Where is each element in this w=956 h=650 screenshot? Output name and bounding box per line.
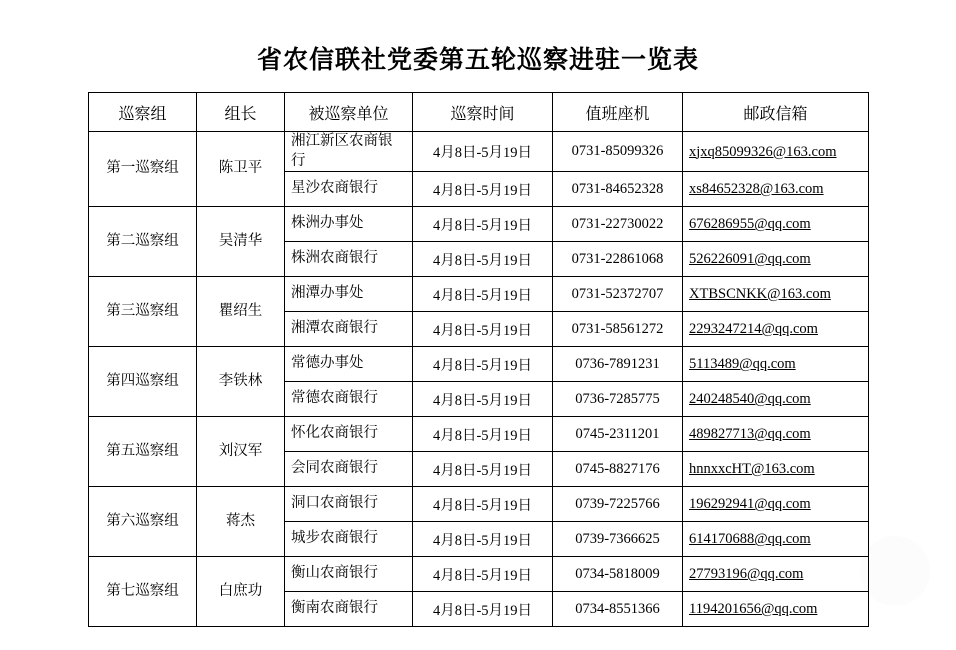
cell-inspection-time: 4月8日-5月19日 bbox=[413, 487, 553, 522]
cell-mailbox[interactable] bbox=[683, 382, 869, 417]
table-row bbox=[89, 132, 869, 172]
cell-inspection-time: 4月8日-5月19日 bbox=[413, 347, 553, 382]
cell-mailbox[interactable] bbox=[683, 487, 869, 522]
cell-leader: 刘汉军 bbox=[197, 417, 285, 487]
cell-inspection-time: 4月8日-5月19日 bbox=[413, 312, 553, 347]
cell-inspection-time: 4月8日-5月19日 bbox=[413, 417, 553, 452]
cell-leader: 蒋杰 bbox=[197, 487, 285, 557]
cell-mailbox[interactable] bbox=[683, 242, 869, 277]
cell-group: 第五巡察组 bbox=[89, 417, 197, 487]
cell-leader: 白庶功 bbox=[197, 557, 285, 627]
cell-duty-phone: 0739-7225766 bbox=[553, 487, 683, 522]
cell-inspection-time: 4月8日-5月19日 bbox=[413, 172, 553, 207]
cell-group: 第七巡察组 bbox=[89, 557, 197, 627]
table-row bbox=[89, 347, 869, 382]
cell-inspected-unit: 星沙农商银行 bbox=[285, 172, 413, 207]
inspection-table-container bbox=[0, 92, 956, 627]
cell-mailbox[interactable] bbox=[683, 277, 869, 312]
mailbox-link[interactable]: 27793196@qq.com bbox=[689, 566, 804, 583]
cell-inspected-unit: 会同农商银行 bbox=[285, 452, 413, 487]
column-header-mailbox: 邮政信箱 bbox=[683, 93, 869, 132]
column-header-time: 巡察时间 bbox=[413, 93, 553, 132]
cell-duty-phone: 0736-7891231 bbox=[553, 347, 683, 382]
cell-duty-phone: 0745-8827176 bbox=[553, 452, 683, 487]
inspection-table bbox=[88, 92, 869, 627]
cell-inspection-time: 4月8日-5月19日 bbox=[413, 592, 553, 627]
cell-duty-phone: 0731-84652328 bbox=[553, 172, 683, 207]
table-row bbox=[89, 557, 869, 592]
mailbox-link[interactable]: 2293247214@qq.com bbox=[689, 321, 818, 338]
cell-inspected-unit: 常德办事处 bbox=[285, 347, 413, 382]
cell-group: 第三巡察组 bbox=[89, 277, 197, 347]
table-body bbox=[89, 132, 869, 627]
table-header-row bbox=[89, 93, 869, 132]
cell-duty-phone: 0745-2311201 bbox=[553, 417, 683, 452]
cell-inspection-time: 4月8日-5月19日 bbox=[413, 382, 553, 417]
cell-mailbox[interactable] bbox=[683, 592, 869, 627]
page-title: 省农信联社党委第五轮巡察进驻一览表 bbox=[256, 47, 699, 74]
cell-inspected-unit: 城步农商银行 bbox=[285, 522, 413, 557]
mailbox-link[interactable]: 676286955@qq.com bbox=[689, 216, 811, 233]
mailbox-link[interactable]: 196292941@qq.com bbox=[689, 496, 811, 513]
cell-leader: 吴清华 bbox=[197, 207, 285, 277]
mailbox-link[interactable]: xs84652328@163.com bbox=[689, 181, 824, 198]
table-row bbox=[89, 487, 869, 522]
table-row bbox=[89, 417, 869, 452]
cell-inspection-time: 4月8日-5月19日 bbox=[413, 557, 553, 592]
mailbox-link[interactable]: xjxq85099326@163.com bbox=[689, 143, 837, 160]
cell-duty-phone: 0736-7285775 bbox=[553, 382, 683, 417]
cell-inspected-unit: 衡南农商银行 bbox=[285, 592, 413, 627]
cell-inspected-unit: 常德农商银行 bbox=[285, 382, 413, 417]
cell-mailbox[interactable] bbox=[683, 132, 869, 172]
cell-inspection-time: 4月8日-5月19日 bbox=[413, 242, 553, 277]
cell-mailbox[interactable] bbox=[683, 172, 869, 207]
column-header-group: 巡察组 bbox=[89, 93, 197, 132]
cell-leader: 陈卫平 bbox=[197, 132, 285, 207]
mailbox-link[interactable]: 5113489@qq.com bbox=[689, 356, 796, 373]
cell-duty-phone: 0731-22861068 bbox=[553, 242, 683, 277]
cell-group: 第二巡察组 bbox=[89, 207, 197, 277]
cell-inspected-unit: 株洲农商银行 bbox=[285, 242, 413, 277]
table-row bbox=[89, 277, 869, 312]
cell-inspected-unit: 衡山农商银行 bbox=[285, 557, 413, 592]
cell-inspection-time: 4月8日-5月19日 bbox=[413, 132, 553, 172]
cell-inspected-unit: 怀化农商银行 bbox=[285, 417, 413, 452]
cell-group: 第一巡察组 bbox=[89, 132, 197, 207]
cell-duty-phone: 0739-7366625 bbox=[553, 522, 683, 557]
mailbox-link[interactable]: 526226091@qq.com bbox=[689, 251, 811, 268]
table-row bbox=[89, 207, 869, 242]
cell-leader: 李铁林 bbox=[197, 347, 285, 417]
cell-inspected-unit: 湘潭农商银行 bbox=[285, 312, 413, 347]
mailbox-link[interactable]: 489827713@qq.com bbox=[689, 426, 811, 443]
mailbox-link[interactable]: XTBSCNKK@163.com bbox=[689, 286, 831, 303]
mailbox-link[interactable]: hnnxxcHT@163.com bbox=[689, 461, 815, 478]
cell-inspected-unit: 湘潭办事处 bbox=[285, 277, 413, 312]
cell-mailbox[interactable] bbox=[683, 312, 869, 347]
cell-inspected-unit: 株洲办事处 bbox=[285, 207, 413, 242]
cell-inspection-time: 4月8日-5月19日 bbox=[413, 207, 553, 242]
cell-inspection-time: 4月8日-5月19日 bbox=[413, 522, 553, 557]
cell-inspected-unit: 洞口农商银行 bbox=[285, 487, 413, 522]
cell-duty-phone: 0731-85099326 bbox=[553, 132, 683, 172]
cell-mailbox[interactable] bbox=[683, 347, 869, 382]
cell-group: 第六巡察组 bbox=[89, 487, 197, 557]
cell-mailbox[interactable] bbox=[683, 417, 869, 452]
cell-inspected-unit: 湘江新区农商银行 bbox=[285, 132, 413, 172]
mailbox-link[interactable]: 240248540@qq.com bbox=[689, 391, 811, 408]
cell-mailbox[interactable] bbox=[683, 522, 869, 557]
cell-duty-phone: 0731-52372707 bbox=[553, 277, 683, 312]
column-header-phone: 值班座机 bbox=[553, 93, 683, 132]
cell-duty-phone: 0734-8551366 bbox=[553, 592, 683, 627]
column-header-leader: 组长 bbox=[197, 93, 285, 132]
column-header-unit: 被巡察单位 bbox=[285, 93, 413, 132]
cell-duty-phone: 0731-22730022 bbox=[553, 207, 683, 242]
cell-mailbox[interactable] bbox=[683, 452, 869, 487]
cell-duty-phone: 0731-58561272 bbox=[553, 312, 683, 347]
mailbox-link[interactable]: 614170688@qq.com bbox=[689, 531, 811, 548]
cell-inspection-time: 4月8日-5月19日 bbox=[413, 277, 553, 312]
cell-duty-phone: 0734-5818009 bbox=[553, 557, 683, 592]
cell-inspection-time: 4月8日-5月19日 bbox=[413, 452, 553, 487]
cell-mailbox[interactable] bbox=[683, 557, 869, 592]
cell-leader: 瞿绍生 bbox=[197, 277, 285, 347]
mailbox-link[interactable]: 1194201656@qq.com bbox=[689, 601, 818, 618]
cell-group: 第四巡察组 bbox=[89, 347, 197, 417]
cell-mailbox[interactable] bbox=[683, 207, 869, 242]
